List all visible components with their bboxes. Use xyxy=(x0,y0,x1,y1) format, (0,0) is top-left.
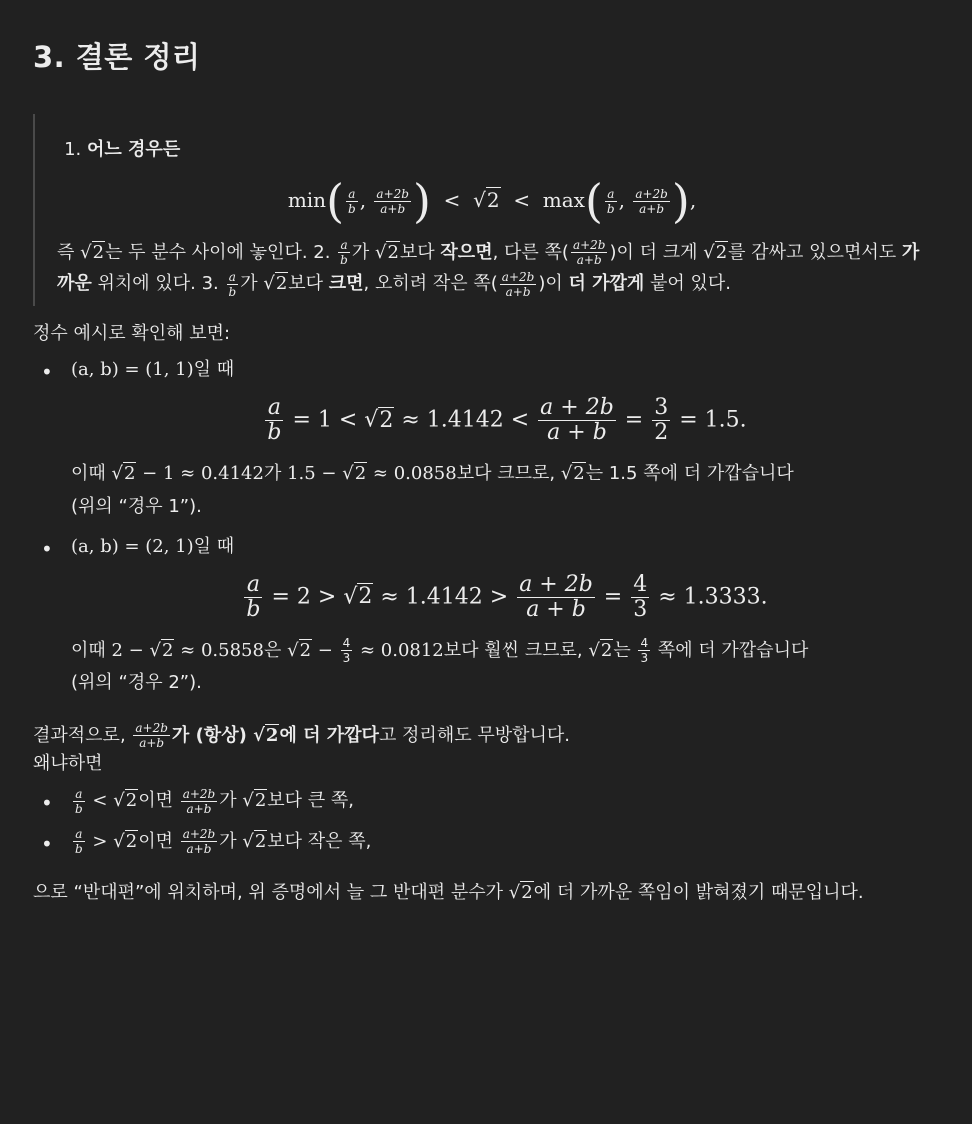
reason-item: • $\frac{a}{b}$ < √2이면 $\frac{a+2b}{a+b}$ 가 √2보다 큰 쪽, xyxy=(71,787,939,816)
comma: , xyxy=(618,188,625,213)
example-case-1 xyxy=(71,356,939,523)
frac-den: b xyxy=(348,202,356,217)
summary-blockquote xyxy=(33,114,939,305)
examples-list xyxy=(33,356,939,699)
section-heading: 3. 결론 정리 xyxy=(33,40,201,74)
case-2-equation: $\frac{a}{b}$ = 2 > √2 ≈ 1.4142 > $\frac{a + 2b}{a + b}$ = $\frac{4}{3}$ ≈ 1.3333. xyxy=(246,571,768,622)
frac-den: a+b xyxy=(380,202,406,217)
reason-list xyxy=(33,787,939,857)
max-operator: max xyxy=(542,188,585,213)
case-suffix: 일 때 xyxy=(193,535,235,557)
final-paragraph: 으로 “반대편”에 위치하며, 위 증명에서 늘 그 반대편 분수가 √2에 더 가까운 쪽임이 밝혀졌기 때문입니다. xyxy=(33,881,864,903)
conclusion-text: 결과적으로, $\frac{a+2b}{a+b}$ 가 (항상) √2에 더 가깝다고 정리해도 무방합니다. 왜냐하면 xyxy=(33,721,570,775)
case-pair: (a, b) = (2, 1) xyxy=(71,535,194,557)
frac-num: a xyxy=(605,188,617,202)
case-1-explanation: 이때 √2 − 1 ≈ 0.4142가 1.5 − √2 ≈ 0.0858보다 크므로, √2는 1.5 쪽에 더 가깝습니다 (위의 “경우 1”). xyxy=(71,463,794,517)
less-than: < xyxy=(513,188,531,213)
summary-text: 즉 √2는 두 분수 사이에 놓인다. 2. $\frac{a}{b}$ 가 √2보다 작으면, 다른 쪽( $\frac{a+2b}{a+b}$ )이 더 크게 √2를 감싸고 있으면서도 가까운 위치에 있다. 3. $\frac{a}{b}$ 가 √2보다 크면, 오히려 작은 쪽( $\frac{a+2b}{a+b}$ )이 더 가깝게 붙어 있다. xyxy=(57,238,920,299)
reason-item: • $\frac{a}{b}$ > √2이면 $\frac{a+2b}{a+b}$ 가 √2보다 작은 쪽, xyxy=(71,828,939,857)
frac-num: a+2b xyxy=(635,187,668,202)
sqrt-2: √2 xyxy=(473,188,500,213)
example-case-2 xyxy=(71,533,939,700)
case-suffix: 일 때 xyxy=(193,359,235,381)
case-2-explanation: 이때 2 − √2 ≈ 0.5858은 √2 − $\frac{4}{3}$ ≈ 0.0812보다 훨씬 크므로, √2는 $\frac{4}{3}$ 쪽에 더 가깝습니다 (위의 “경우 2”). xyxy=(71,636,809,694)
frac-num: a xyxy=(346,188,358,202)
frac-den: a+b xyxy=(639,202,665,217)
item-lead: 어느 경우든 xyxy=(87,139,181,161)
min-operator: min xyxy=(287,188,327,213)
frac-den: b xyxy=(606,202,615,217)
case-pair: (a, b) = (1, 1) xyxy=(71,359,194,381)
case-1-equation: $\frac{a}{b}$ = 1 < √2 ≈ 1.4142 < $\frac{a + 2b}{a + b}$ = $\frac{3}{2}$ = 1.5. xyxy=(267,395,747,446)
less-than: < xyxy=(443,188,461,213)
comma: , xyxy=(359,188,367,213)
comma: , xyxy=(689,188,697,213)
summary-item-1 xyxy=(87,136,927,165)
min-max-display-equation: min( $\frac{a}{b}$ , $\frac{a+2b}{a+b}$ ) < √2 < max( $\frac{a}{b}$ , $\frac{a+2b}{a+b}$ ), xyxy=(287,174,697,229)
intro-text: 정수 예시로 확인해 보면: xyxy=(33,322,231,344)
frac-num: a+2b xyxy=(376,187,409,202)
